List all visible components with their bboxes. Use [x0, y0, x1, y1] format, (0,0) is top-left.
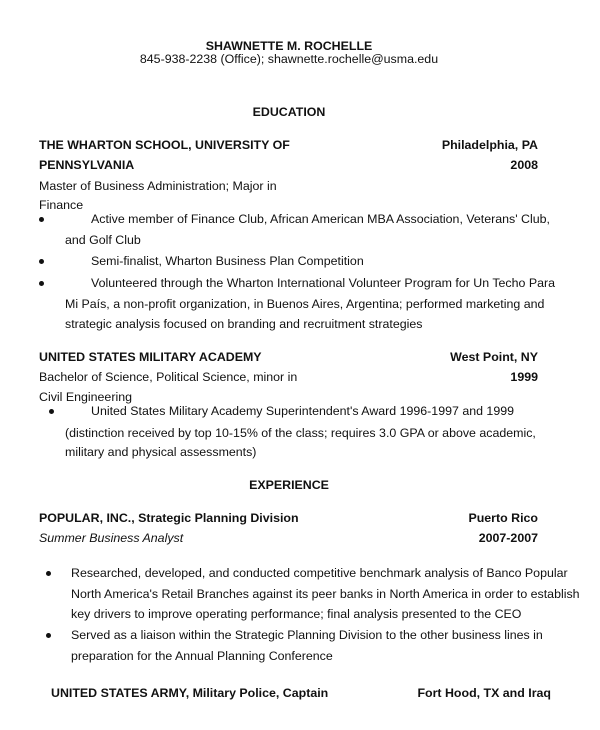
school-name-cont: PENNSYLVANIA — [39, 158, 135, 172]
section-heading-experience: EXPERIENCE — [249, 478, 329, 492]
bullet-icon — [49, 409, 54, 414]
list-item: Volunteered through the Wharton International Volunteer Program for Un Techo Para — [91, 276, 556, 290]
list-item-cont: Mi País, a non-profit organization, in Buenos Aires, Argentina; performed marketing and — [65, 297, 545, 311]
degree-cont: Civil Engineering — [39, 390, 132, 404]
list-item-cont: preparation for the Annual Planning Conference — [71, 649, 333, 663]
school-location: Philadelphia, PA — [441, 138, 538, 152]
list-item-cont: military and physical assessments) — [65, 445, 257, 459]
school-year: 2008 — [510, 158, 538, 172]
employer: POPULAR, INC., Strategic Planning Division — [39, 511, 299, 525]
school-name: THE WHARTON SCHOOL, UNIVERSITY OF — [39, 138, 290, 152]
degree-cont: Finance — [39, 198, 84, 212]
section-heading-education: EDUCATION — [252, 105, 326, 119]
bullet-icon — [39, 281, 44, 286]
school-location: West Point, NY — [450, 350, 538, 364]
list-item-cont: (distinction received by top 10-15% of the class; requires 3.0 GPA or above academic, — [65, 426, 536, 440]
list-item-cont: and Golf Club — [65, 233, 141, 247]
list-item: Researched, developed, and conducted competitive benchmark analysis of Banco Popular — [71, 566, 568, 580]
degree: Bachelor of Science, Political Science, minor in — [39, 370, 298, 384]
job-location: Fort Hood, TX and Iraq — [417, 686, 551, 700]
school-year: 1999 — [510, 370, 538, 384]
job-title: Summer Business Analyst — [39, 531, 184, 545]
list-item: Active member of Finance Club, African American MBA Association, Veterans' Club, — [91, 212, 550, 226]
bullet-icon — [46, 571, 51, 576]
degree: Master of Business Administration; Major in — [39, 179, 277, 193]
school-name: UNITED STATES MILITARY ACADEMY — [39, 350, 262, 364]
job-dates: 2007-2007 — [478, 531, 538, 545]
job-location: Puerto Rico — [468, 511, 538, 525]
candidate-name: SHAWNETTE M. ROCHELLE — [205, 39, 373, 53]
bullet-icon — [46, 633, 51, 638]
bullet-icon — [39, 259, 44, 264]
list-item: Semi-finalist, Wharton Business Plan Competition — [91, 254, 364, 268]
contact-info: 845-938-2238 (Office); shawnette.rochelle@usma.edu — [139, 52, 439, 66]
list-item: Served as a liaison within the Strategic Planning Division to the other business lines in — [71, 628, 543, 642]
list-item-cont: North America's Retail Branches against its peer banks in North America in order to establish — [71, 587, 580, 601]
list-item: United States Military Academy Superintendent's Award 1996-1997 and 1999 — [91, 404, 514, 418]
employer: UNITED STATES ARMY, Military Police, Captain — [51, 686, 329, 700]
list-item-cont: key drivers to improve operating performance; final analysis presented to the CEO — [71, 607, 522, 621]
bullet-icon — [39, 217, 44, 222]
list-item-cont: strategic analysis focused on branding and recruitment strategies — [65, 317, 423, 331]
